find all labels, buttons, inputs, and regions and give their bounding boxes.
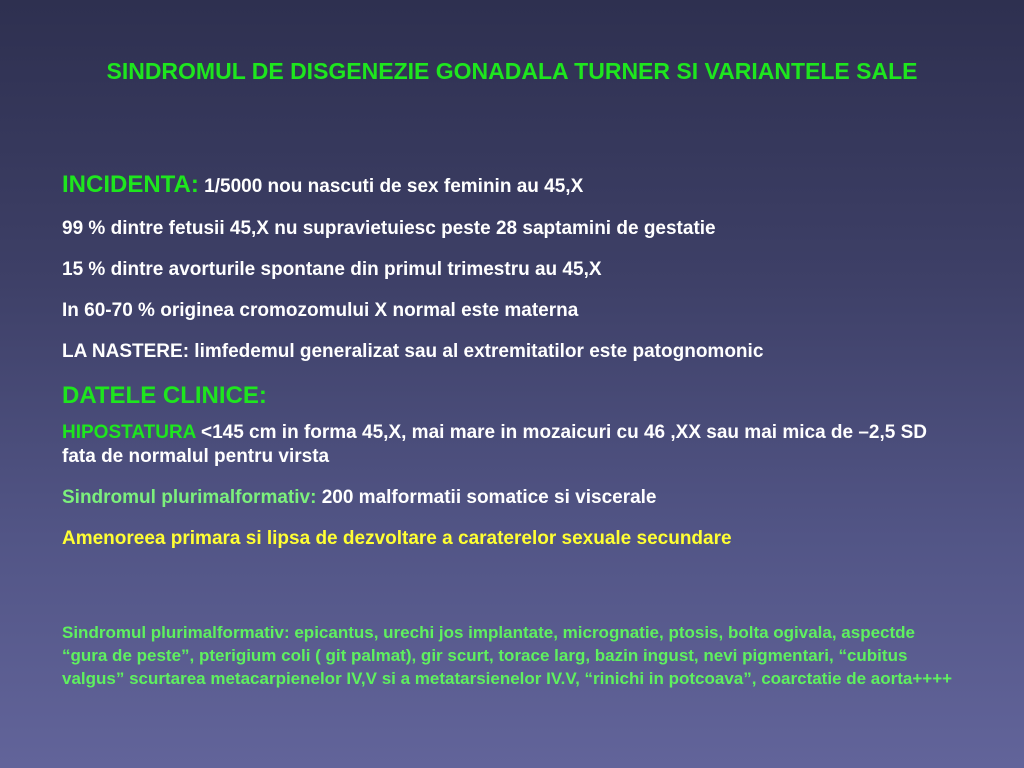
- plurimalformativ-text: 200 malformatii somatice si viscerale: [321, 487, 657, 508]
- incidenta-label: INCIDENTA:: [62, 171, 199, 198]
- slide-content: [62, 170, 962, 568]
- incidenta-line: [62, 170, 962, 200]
- clinical-heading: DATELE CLINICE:: [62, 382, 267, 409]
- fetus-survival-line: 99 % dintre fetusii 45,X nu supravietuiesc peste 28 saptamini de gestatie: [62, 218, 716, 239]
- plurimalformativ-line: [62, 486, 962, 510]
- slide-title: SINDROMUL DE DISGENEZIE GONADALA TURNER SI VARIANTELE SALE: [106, 58, 918, 84]
- amenoreea-line: Amenoreea primara si lipsa de dezvoltare a caraterelor sexuale secundare: [62, 528, 732, 549]
- abortion-line: 15 % dintre avorturile spontane din primul trimestru au 45,X: [62, 259, 602, 280]
- hipostatura-line: [62, 421, 962, 469]
- plurimalformativ-label: Sindromul plurimalformativ:: [62, 487, 317, 508]
- hipostatura-label: HIPOSTATURA: [62, 422, 196, 443]
- hipostatura-text: <145 cm in forma 45,X, mai mare in mozaicuri cu 46 ,XX sau mai mica de –2,5 SD fata de normalul pentru virsta: [62, 422, 928, 467]
- maternal-origin-line: In 60-70 % originea cromozomului X normal este materna: [62, 300, 579, 321]
- birth-line: LA NASTERE: limfedemul generalizat sau al extremitatilor este patognomonic: [62, 341, 764, 362]
- footnote-text: Sindromul plurimalformativ: epicantus, urechi jos implantate, micrognatie, ptosis, bolta ogivala, aspectde “gura de peste”, pterigium coli ( git palmat), gir scurt, torace larg, bazin ingust, nevi pigmentari, “cubitus valgus” scurtarea metacarpienelor IV,V si a metatarsienelor IV.V, “rinichi in potcoava”, coarctatie de aorta++++: [62, 623, 953, 688]
- incidenta-text: 1/5000 nou nascuti de sex feminin au 45,X: [204, 176, 584, 197]
